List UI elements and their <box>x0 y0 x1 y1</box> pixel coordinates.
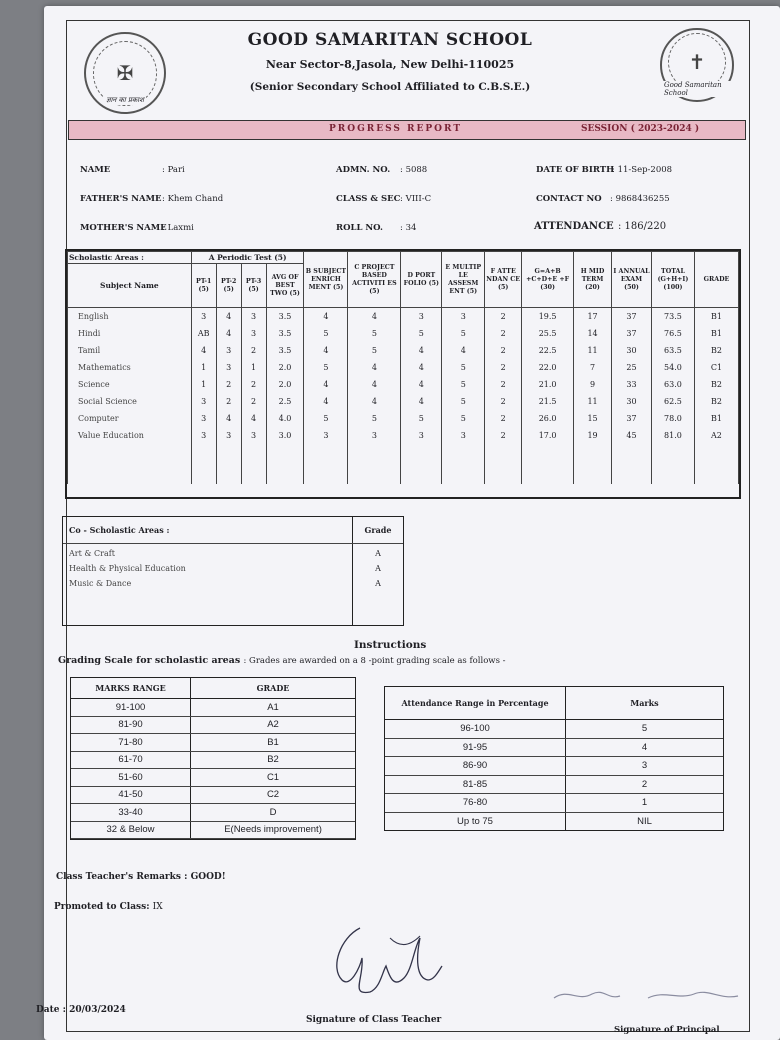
mark-cell: 4 <box>401 393 442 410</box>
mark-cell: 1 <box>191 376 216 393</box>
mark-cell: 4 <box>442 342 485 359</box>
attendance-row <box>385 775 723 794</box>
mark-cell: 4 <box>304 376 348 393</box>
class-label: CLASS & SEC <box>336 194 401 204</box>
school-affiliation: (Senior Secondary School Affiliated to C.B.S.E.) <box>249 81 531 93</box>
mark-cell: 37 <box>612 325 652 342</box>
col-avg-best-two: AVG OF BEST TWO (5) <box>266 264 304 308</box>
table-row <box>68 325 739 342</box>
mark-cell: 22.0 <box>522 359 574 376</box>
remarks-label: Class Teacher's Remarks : <box>56 872 188 882</box>
grading-row <box>71 769 355 787</box>
mark-cell: 2 <box>216 393 241 410</box>
mark-cell: 5 <box>304 359 348 376</box>
mark-cell: 4 <box>216 308 241 326</box>
mark-cell: 3 <box>348 427 401 444</box>
col-portfolio: D PORT FOLIO (5) <box>401 252 442 308</box>
subject-name: Tamil <box>68 342 192 359</box>
mark-cell: 2 <box>485 359 522 376</box>
col-total: TOTAL (G+H+I) (100) <box>651 252 694 308</box>
mark-cell: 21.0 <box>522 376 574 393</box>
attendance-row <box>385 757 723 776</box>
marks-range: 71-80 <box>71 734 191 752</box>
mark-cell: 3 <box>191 308 216 326</box>
principal-sign-label: Signature of Principal <box>614 1025 720 1035</box>
adm-no: : 5088 <box>400 165 428 175</box>
mark-cell: B1 <box>694 325 738 342</box>
mark-cell: 2.0 <box>266 359 304 376</box>
co-grade: A <box>375 564 381 574</box>
mark-cell: 4 <box>348 376 401 393</box>
contact-label: CONTACT NO <box>536 194 602 204</box>
mark-cell: 76.5 <box>651 325 694 342</box>
mark-cell: 4 <box>401 342 442 359</box>
col-subject-enrichment: B SUBJECT ENRICH MENT (5) <box>304 252 348 308</box>
mark-cell: 2.5 <box>266 393 304 410</box>
attendance-range: 96-100 <box>385 720 566 739</box>
mark-cell: 54.0 <box>651 359 694 376</box>
subject-name: English <box>68 308 192 326</box>
grading-row <box>71 804 355 822</box>
attendance-range: 76-80 <box>385 794 566 813</box>
attendance-value: : 186/220 <box>618 221 667 232</box>
mark-cell: 2 <box>485 410 522 427</box>
adm-label: ADMN. NO. <box>336 165 391 175</box>
mark-cell: 5 <box>442 325 485 342</box>
periodic-test-header: A Periodic Test (5) <box>191 252 304 264</box>
mark-cell: 2.0 <box>266 376 304 393</box>
grade: A2 <box>191 716 355 734</box>
mark-cell: 3 <box>304 427 348 444</box>
name-label: NAME <box>80 165 111 175</box>
mark-cell: 63.5 <box>651 342 694 359</box>
attendance-marks: 5 <box>566 720 724 739</box>
mark-cell: 5 <box>348 325 401 342</box>
grade: E(Needs improvement) <box>191 821 355 839</box>
mark-cell: 5 <box>304 325 348 342</box>
co-scholastic-table <box>62 516 404 626</box>
attendance-marks-header: Marks <box>566 687 724 720</box>
date-value: 20/03/2024 <box>69 1005 126 1015</box>
subject-name: Social Science <box>68 393 192 410</box>
mark-cell: 25 <box>612 359 652 376</box>
co-item: Music & Dance <box>69 579 132 589</box>
mark-cell: 26.0 <box>522 410 574 427</box>
attendance-label: ATTENDANCE <box>534 221 614 232</box>
attendance-marks: 2 <box>566 775 724 794</box>
mark-cell: 30 <box>612 342 652 359</box>
mark-cell: 1 <box>241 359 266 376</box>
promoted-label: Promoted to Class: <box>54 902 150 912</box>
mark-cell: 19 <box>574 427 612 444</box>
attendance-range-header: Attendance Range in Percentage <box>385 687 566 720</box>
grading-row <box>71 786 355 804</box>
marks-range: 61-70 <box>71 751 191 769</box>
co-scholastic-header: Co - Scholastic Areas : <box>63 517 353 544</box>
remarks-value: GOOD! <box>190 872 226 882</box>
report-title: PROGRESS REPORT <box>329 124 463 134</box>
mark-cell: 5 <box>442 376 485 393</box>
subject-name: Science <box>68 376 192 393</box>
mark-cell: 19.5 <box>522 308 574 326</box>
teacher-sign-label: Signature of Class Teacher <box>306 1015 442 1025</box>
attendance-marks: 4 <box>566 738 724 757</box>
mark-cell: 17 <box>574 308 612 326</box>
mark-cell: 2 <box>241 393 266 410</box>
marks-range: 51-60 <box>71 769 191 787</box>
mark-cell: B2 <box>694 376 738 393</box>
scholastic-table <box>65 249 741 499</box>
mark-cell: 3.5 <box>266 308 304 326</box>
grading-note: : Grades are awarded on a 8 -point grading scale as follows - <box>243 656 506 666</box>
mark-cell: 3 <box>216 427 241 444</box>
date-line <box>36 1005 126 1015</box>
scholastic-areas-header: Scholastic Areas : <box>68 252 192 264</box>
dob: : 11-Sep-2008 <box>612 165 673 175</box>
attendance-range: 81-85 <box>385 775 566 794</box>
mark-cell: 3 <box>191 410 216 427</box>
col-pt2: PT-2 (5) <box>216 264 241 308</box>
mark-cell: 5 <box>401 410 442 427</box>
mark-cell: B2 <box>694 342 738 359</box>
mark-cell: 25.5 <box>522 325 574 342</box>
mark-cell: 5 <box>348 410 401 427</box>
attendance-marks: 3 <box>566 757 724 776</box>
mark-cell: 3.0 <box>266 427 304 444</box>
mark-cell: 2 <box>485 393 522 410</box>
mark-cell: 3 <box>216 342 241 359</box>
mark-cell: 17.0 <box>522 427 574 444</box>
mark-cell: 63.0 <box>651 376 694 393</box>
col-subject: Subject Name <box>68 264 192 308</box>
promoted-value: IX <box>152 902 163 912</box>
marks-range: 32 & Below <box>71 821 191 839</box>
table-row <box>68 410 739 427</box>
attendance-range: 91-95 <box>385 738 566 757</box>
class-sec: : VIII-C <box>400 194 432 204</box>
col-mid-term: H MID TERM (20) <box>574 252 612 308</box>
mark-cell: 2 <box>485 427 522 444</box>
mark-cell: 5 <box>401 325 442 342</box>
mother-label: MOTHER'S NAME <box>80 223 167 233</box>
mark-cell: 14 <box>574 325 612 342</box>
seal-motto: ज्ञान का प्रकाश <box>106 95 144 104</box>
grading-row <box>71 821 355 839</box>
mark-cell: 4 <box>401 376 442 393</box>
table-row <box>68 427 739 444</box>
table-row <box>68 376 739 393</box>
mark-cell: 4 <box>241 410 266 427</box>
grading-row <box>71 699 355 717</box>
attendance-row <box>385 794 723 813</box>
mark-cell: 2 <box>216 376 241 393</box>
subject-name: Value Education <box>68 427 192 444</box>
mark-cell: 5 <box>304 410 348 427</box>
table-row <box>68 393 739 410</box>
mark-cell: 4.0 <box>266 410 304 427</box>
grading-row <box>71 716 355 734</box>
co-grade-header: Grade <box>353 517 404 544</box>
marks-range-table <box>70 677 356 840</box>
marks-range: 91-100 <box>71 699 191 717</box>
mark-cell: 4 <box>216 410 241 427</box>
mark-cell: 4 <box>348 393 401 410</box>
mark-cell: 45 <box>612 427 652 444</box>
mark-cell: A2 <box>694 427 738 444</box>
seal-text: Good Samaritan School <box>662 81 732 97</box>
mark-cell: 5 <box>442 359 485 376</box>
promoted-line <box>54 902 163 912</box>
attendance-range: Up to 75 <box>457 815 493 827</box>
mark-cell: 4 <box>216 325 241 342</box>
mark-cell: 3 <box>191 427 216 444</box>
attendance-marks: 1 <box>566 794 724 813</box>
co-item: Art & Craft <box>69 549 115 558</box>
subject-name: Mathematics <box>68 359 192 376</box>
mark-cell: 3 <box>401 308 442 326</box>
cross-icon: ✝ <box>668 33 726 91</box>
grading-row <box>71 734 355 752</box>
mark-cell: 2 <box>485 325 522 342</box>
teacher-signature <box>320 918 460 1008</box>
mark-cell: 5 <box>348 342 401 359</box>
col-pt3: PT-3 (5) <box>241 264 266 308</box>
attendance-row <box>385 720 723 739</box>
mark-cell: 11 <box>574 342 612 359</box>
mark-cell: 2 <box>241 342 266 359</box>
subject-name: Hindi <box>68 325 192 342</box>
mark-cell: 3 <box>401 427 442 444</box>
col-pt1: PT-1 (5) <box>191 264 216 308</box>
mark-cell: 15 <box>574 410 612 427</box>
grade: C2 <box>191 786 355 804</box>
mark-cell: 3.5 <box>266 325 304 342</box>
table-row <box>68 308 739 326</box>
principal-signature <box>548 984 748 1008</box>
session-label: SESSION ( 2023-2024 ) <box>581 124 700 134</box>
mark-cell: 3 <box>191 393 216 410</box>
grade: B2 <box>191 751 355 769</box>
attendance-range: 86-90 <box>385 757 566 776</box>
mark-cell: 5 <box>442 393 485 410</box>
date-label: Date : <box>36 1005 66 1015</box>
subject-name: Computer <box>68 410 192 427</box>
mark-cell: 2 <box>485 342 522 359</box>
roll-no: : 34 <box>400 223 417 233</box>
attendance-marks: NIL <box>566 812 724 830</box>
mark-cell: 5 <box>442 410 485 427</box>
marks-range: 41-50 <box>71 786 191 804</box>
grade: B1 <box>191 734 355 752</box>
co-grade: A <box>375 579 381 589</box>
mark-cell: 2 <box>241 376 266 393</box>
instructions-title: Instructions <box>354 639 427 651</box>
mark-cell: 3 <box>442 308 485 326</box>
mark-cell: 7 <box>574 359 612 376</box>
marks-range: 81-90 <box>71 716 191 734</box>
col-attendance: F ATTE NDAN CE (5) <box>485 252 522 308</box>
father-label: FATHER'S NAME <box>80 194 162 204</box>
mark-cell: 2 <box>485 308 522 326</box>
mark-cell: B1 <box>694 308 738 326</box>
mark-cell: 4 <box>191 342 216 359</box>
mark-cell: 4 <box>304 393 348 410</box>
attendance-range-table <box>384 686 724 831</box>
school-address: Near Sector-8,Jasola, New Delhi-110025 <box>265 58 515 71</box>
col-multiple-assessment: E MULTIP LE ASSESM ENT (5) <box>442 252 485 308</box>
mark-cell: 62.5 <box>651 393 694 410</box>
attendance-row <box>385 738 723 757</box>
grade-header: GRADE <box>191 678 355 699</box>
grading-scale-line <box>58 655 506 666</box>
student-name: : Pari <box>162 165 185 175</box>
mark-cell: 4 <box>304 308 348 326</box>
mark-cell: 21.5 <box>522 393 574 410</box>
table-row <box>68 342 739 359</box>
grading-title: Grading Scale for scholastic areas <box>58 655 241 666</box>
remarks-line <box>56 872 226 882</box>
mark-cell: 3 <box>241 308 266 326</box>
attendance-row <box>385 812 723 830</box>
father-name: : Khem Chand <box>162 194 224 204</box>
school-name: GOOD SAMARITAN SCHOOL <box>247 30 533 50</box>
col-grade: GRADE <box>694 252 738 308</box>
col-project: C PROJECT BASED ACTIVITI ES (5) <box>348 252 401 308</box>
mark-cell: 3 <box>216 359 241 376</box>
mark-cell: B1 <box>694 410 738 427</box>
mark-cell: 1 <box>191 359 216 376</box>
mark-cell: 37 <box>612 410 652 427</box>
mark-cell: 22.5 <box>522 342 574 359</box>
mark-cell: 3 <box>241 427 266 444</box>
co-item: Health & Physical Education <box>69 564 186 574</box>
mark-cell: 11 <box>574 393 612 410</box>
col-g: G=A+B +C+D+E +F (30) <box>522 252 574 308</box>
book-icon: ✠ <box>93 41 157 105</box>
mark-cell: B2 <box>694 393 738 410</box>
grade: C1 <box>191 769 355 787</box>
grading-row <box>71 751 355 769</box>
mark-cell: 73.5 <box>651 308 694 326</box>
report-title-bar <box>68 120 746 140</box>
mark-cell: 3 <box>442 427 485 444</box>
mark-cell: 4 <box>401 359 442 376</box>
table-row <box>68 359 739 376</box>
mark-cell: 81.0 <box>651 427 694 444</box>
mother-name: : Laxmi <box>162 223 194 233</box>
mark-cell: 9 <box>574 376 612 393</box>
co-grade: A <box>375 549 381 558</box>
mark-cell: 78.0 <box>651 410 694 427</box>
mark-cell: 33 <box>612 376 652 393</box>
mark-cell: 2 <box>485 376 522 393</box>
mark-cell: 37 <box>612 308 652 326</box>
mark-cell: 3 <box>241 325 266 342</box>
dob-label: DATE OF BIRTH <box>536 165 615 175</box>
mark-cell: 30 <box>612 393 652 410</box>
mark-cell: 4 <box>304 342 348 359</box>
roll-label: ROLL NO. <box>336 223 384 233</box>
grade: A1 <box>191 699 355 717</box>
mark-cell: 4 <box>348 308 401 326</box>
marks-range-header: MARKS RANGE <box>71 678 191 699</box>
grade: D <box>191 804 355 822</box>
col-annual-exam: I ANNUAL EXAM (50) <box>612 252 652 308</box>
mark-cell: 4 <box>348 359 401 376</box>
mark-cell: AB <box>191 325 216 342</box>
mark-cell: 3.5 <box>266 342 304 359</box>
marks-range: 33-40 <box>71 804 191 822</box>
contact-no: : 9868436255 <box>610 194 670 204</box>
mark-cell: C1 <box>694 359 738 376</box>
